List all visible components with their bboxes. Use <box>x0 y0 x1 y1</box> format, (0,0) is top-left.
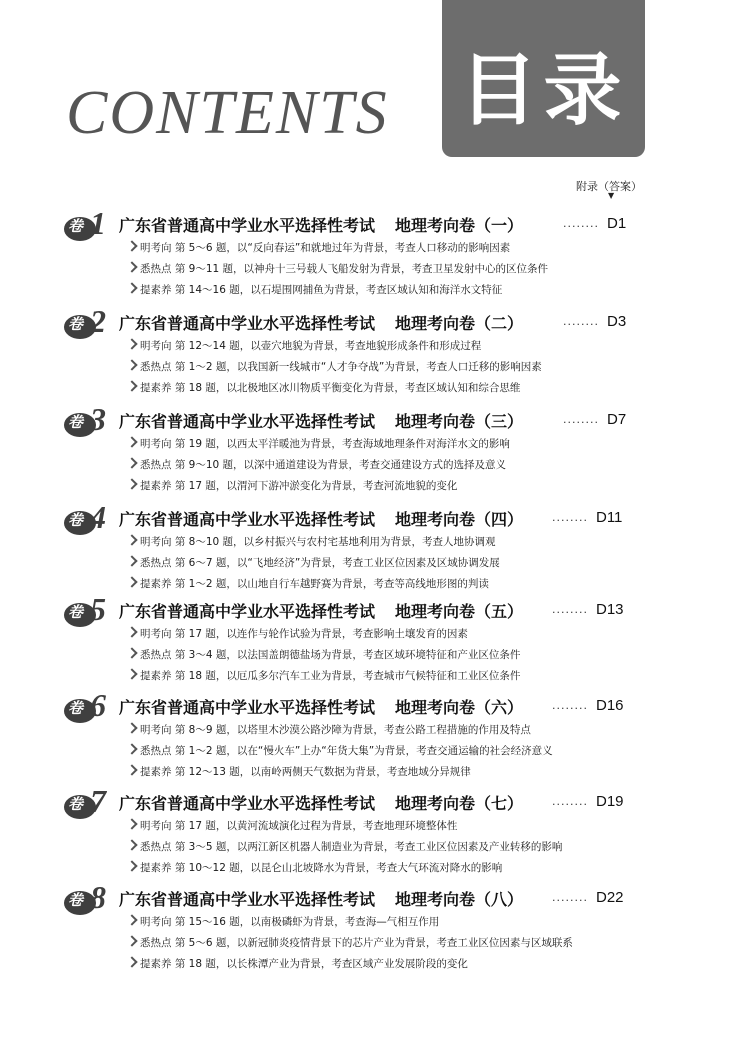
entry-item <box>128 341 481 352</box>
entry-item <box>128 821 457 832</box>
entry-item-text: 明考向 第 17 题，以黄河流域演化过程为背景，考查地理环境整体性 <box>140 820 458 832</box>
entry-item-text: 明考向 第 5～6 题，以“反向春运”和就地过年为背景，考查人口移动的影响因素 <box>140 242 511 254</box>
entry-title-main: 广东省普通高中学业水平选择性考试 <box>119 890 376 909</box>
volume-badge <box>64 499 114 535</box>
bullet-chevron-icon <box>126 839 137 850</box>
bullet-chevron-icon <box>126 240 137 251</box>
entry-item <box>128 362 542 373</box>
volume-badge-number: 3 <box>90 401 106 437</box>
entry-title-main: 广东省普通高中学业水平选择性考试 <box>119 698 376 717</box>
leader-dots: ········ <box>552 798 588 811</box>
toc-entry[interactable] <box>0 499 750 597</box>
entry-item-text: 提素养 第 18 题，以长株潭产业为背景，考查区域产业发展阶段的变化 <box>140 958 468 970</box>
volume-badge-char: 卷 <box>68 315 84 333</box>
entry-title-sub: 地理考向卷（三） <box>395 412 524 431</box>
entry-item-text: 提素养 第 18 题，以厄瓜多尔汽车工业为背景，考查城市气候特征和工业区位条件 <box>140 670 521 682</box>
volume-badge <box>64 591 114 627</box>
bullet-chevron-icon <box>126 457 137 468</box>
entry-item <box>128 285 502 296</box>
volume-badge-number: 2 <box>90 303 106 339</box>
entry-title <box>119 218 523 234</box>
volume-badge-char: 卷 <box>68 413 84 431</box>
down-arrow-icon: ▼ <box>608 191 615 200</box>
entry-title-main: 广东省普通高中学业水平选择性考试 <box>119 412 376 431</box>
bullet-chevron-icon <box>126 576 137 587</box>
entry-item-text: 明考向 第 15～16 题，以南极磷虾为背景，考查海—气相互作用 <box>140 916 440 928</box>
leader-dots: ········ <box>552 894 588 907</box>
entry-title-sub: 地理考向卷（七） <box>395 794 524 813</box>
entry-page-number: D19 <box>596 793 624 810</box>
entry-item <box>128 959 468 970</box>
entry-title-main: 广东省普通高中学业水平选择性考试 <box>119 794 376 813</box>
bullet-chevron-icon <box>126 261 137 272</box>
entry-item <box>128 671 520 682</box>
volume-badge-number: 5 <box>90 591 106 627</box>
entry-title <box>119 512 523 528</box>
bullet-chevron-icon <box>126 818 137 829</box>
entry-item <box>128 439 510 450</box>
entry-title-sub: 地理考向卷（六） <box>395 698 524 717</box>
entry-title-main: 广东省普通高中学业水平选择性考试 <box>119 314 376 333</box>
header-english-title: CONTENTS <box>66 79 389 147</box>
entry-item-text: 明考向 第 19 题，以西太平洋暖池为背景，考查海域地理条件对海洋水文的影响 <box>140 438 510 450</box>
entry-item <box>128 481 457 492</box>
entry-item <box>128 264 548 275</box>
toc-entry[interactable] <box>0 591 750 689</box>
leader-dots: ········ <box>563 318 599 331</box>
volume-badge-char: 卷 <box>68 603 84 621</box>
entry-title <box>119 892 523 908</box>
volume-badge-number: 1 <box>90 205 106 241</box>
entry-item-text: 悉热点 第 6～7 题，以“飞地经济”为背景，考查工业区位因素及区域协调发展 <box>140 557 500 569</box>
volume-badge-char: 卷 <box>68 891 84 909</box>
volume-badge <box>64 401 114 437</box>
entry-item-text: 提素养 第 12～13 题，以南岭两侧天气数据为背景，考查地域分异规律 <box>140 766 471 778</box>
entry-item <box>128 863 502 874</box>
entry-item <box>128 917 439 928</box>
entry-title-main: 广东省普通高中学业水平选择性考试 <box>119 216 376 235</box>
bullet-chevron-icon <box>126 359 137 370</box>
entry-title-main: 广东省普通高中学业水平选择性考试 <box>119 510 376 529</box>
entry-item <box>128 460 506 471</box>
toc-entry[interactable] <box>0 783 750 881</box>
bullet-chevron-icon <box>126 626 137 637</box>
entry-item-text: 提素养 第 10～12 题，以昆仑山北坡降水为背景，考查大气环流对降水的影响 <box>140 862 503 874</box>
bullet-chevron-icon <box>126 534 137 545</box>
entry-item-text: 悉热点 第 1～2 题，以在“慢火车”上办“年货大集”为背景，考查交通运输的社会经济意义 <box>140 745 553 757</box>
leader-dots: ········ <box>563 220 599 233</box>
entry-item <box>128 650 520 661</box>
volume-badge-char: 卷 <box>68 795 84 813</box>
entry-item <box>128 243 510 254</box>
entry-item-text: 提素养 第 17 题，以渭河下游冲淤变化为背景，考查河流地貌的变化 <box>140 480 458 492</box>
toc-entry[interactable] <box>0 879 750 977</box>
entry-item <box>128 383 520 394</box>
volume-badge-char: 卷 <box>68 699 84 717</box>
entry-item-text: 悉热点 第 9～11 题，以神舟十三号载人飞船发射为背景，考查卫星发射中心的区位条件 <box>140 263 549 275</box>
volume-badge-char: 卷 <box>68 217 84 235</box>
toc-entry[interactable] <box>0 401 750 499</box>
entry-item <box>128 767 471 778</box>
bullet-chevron-icon <box>126 282 137 293</box>
entry-title <box>119 604 523 620</box>
volume-badge <box>64 687 114 723</box>
page-title: 目录 <box>459 46 628 136</box>
leader-dots: ········ <box>552 514 588 527</box>
entry-item-text: 悉热点 第 3～5 题，以两江新区机器人制造业为背景，考查工业区位因素及产业转移的影响 <box>140 841 563 853</box>
bullet-chevron-icon <box>126 555 137 566</box>
entry-title <box>119 414 523 430</box>
entry-item-text: 提素养 第 14～16 题，以石堤围网捕鱼为背景，考查区域认知和海洋水文特征 <box>140 284 503 296</box>
entry-item-text: 明考向 第 8～10 题，以乡村振兴与农村宅基地利用为背景，考查人地协调观 <box>140 536 496 548</box>
entry-title-sub: 地理考向卷（一） <box>395 216 524 235</box>
volume-badge-number: 6 <box>90 687 106 723</box>
bullet-chevron-icon <box>126 764 137 775</box>
volume-badge-number: 4 <box>90 499 106 535</box>
entry-title-sub: 地理考向卷（二） <box>395 314 524 333</box>
entry-item <box>128 537 496 548</box>
entry-page-number: D13 <box>596 601 624 618</box>
entry-page-number: D3 <box>607 313 627 330</box>
leader-dots: ········ <box>563 416 599 429</box>
entry-item-text: 悉热点 第 3～4 题，以法国盖朗德盐场为背景，考查区域环境特征和产业区位条件 <box>140 649 521 661</box>
bullet-chevron-icon <box>126 478 137 489</box>
bullet-chevron-icon <box>126 914 137 925</box>
entry-item <box>128 629 468 640</box>
entry-title <box>119 316 523 332</box>
entry-page-number: D7 <box>607 411 627 428</box>
volume-badge-char: 卷 <box>68 511 84 529</box>
entry-item <box>128 558 500 569</box>
volume-badge-number: 8 <box>90 879 106 915</box>
volume-badge-number: 7 <box>90 783 106 819</box>
volume-badge <box>64 783 114 819</box>
entry-title-sub: 地理考向卷（四） <box>395 510 524 529</box>
bullet-chevron-icon <box>126 722 137 733</box>
bullet-chevron-icon <box>126 743 137 754</box>
bullet-chevron-icon <box>126 338 137 349</box>
leader-dots: ········ <box>552 606 588 619</box>
entry-item-text: 明考向 第 17 题，以连作与轮作试验为背景，考查影响土壤发育的因素 <box>140 628 468 640</box>
entry-item <box>128 938 573 949</box>
entry-item-text: 明考向 第 12～14 题，以壶穴地貌为背景，考查地貌形成条件和形成过程 <box>140 340 482 352</box>
leader-dots: ········ <box>552 702 588 715</box>
bullet-chevron-icon <box>126 860 137 871</box>
entry-title <box>119 700 523 716</box>
entry-item <box>128 842 562 853</box>
entry-item <box>128 746 553 757</box>
entry-item-text: 悉热点 第 1～2 题，以我国新一线城市“人才争夺战”为背景，考查人口迁移的影响因素 <box>140 361 542 373</box>
entry-item-text: 提素养 第 1～2 题，以山地自行车越野赛为背景，考查等高线地形图的判读 <box>140 578 489 590</box>
entry-page-number: D16 <box>596 697 624 714</box>
entry-page-number: D11 <box>596 509 623 526</box>
entry-title-sub: 地理考向卷（八） <box>395 890 524 909</box>
entry-title-main: 广东省普通高中学业水平选择性考试 <box>119 602 376 621</box>
toc-entry[interactable] <box>0 205 750 303</box>
toc-entry[interactable] <box>0 303 750 401</box>
toc-entry[interactable] <box>0 687 750 785</box>
bullet-chevron-icon <box>126 956 137 967</box>
bullet-chevron-icon <box>126 935 137 946</box>
bullet-chevron-icon <box>126 668 137 679</box>
volume-badge <box>64 303 114 339</box>
entry-page-number: D22 <box>596 889 624 906</box>
volume-badge <box>64 879 114 915</box>
bullet-chevron-icon <box>126 436 137 447</box>
bullet-chevron-icon <box>126 380 137 391</box>
bullet-chevron-icon <box>126 647 137 658</box>
entry-item <box>128 725 531 736</box>
entry-item-text: 悉热点 第 9～10 题，以深中通道建设为背景，考查交通建设方式的选择及意义 <box>140 459 507 471</box>
entry-title <box>119 796 523 812</box>
entry-page-number: D1 <box>607 215 627 232</box>
entry-item-text: 提素养 第 18 题，以北极地区冰川物质平衡变化为背景，考查区域认知和综合思维 <box>140 382 521 394</box>
appendix-label: 附录（答案） <box>576 180 642 193</box>
volume-badge <box>64 205 114 241</box>
title-box <box>442 0 645 157</box>
entry-item <box>128 579 489 590</box>
entry-title-sub: 地理考向卷（五） <box>395 602 524 621</box>
entry-item-text: 明考向 第 8～9 题，以塔里木沙漠公路沙障为背景，考查公路工程措施的作用及特点 <box>140 724 531 736</box>
entry-item-text: 悉热点 第 5～6 题，以新冠肺炎疫情背景下的芯片产业为背景，考查工业区位因素与区域联系 <box>140 937 573 949</box>
